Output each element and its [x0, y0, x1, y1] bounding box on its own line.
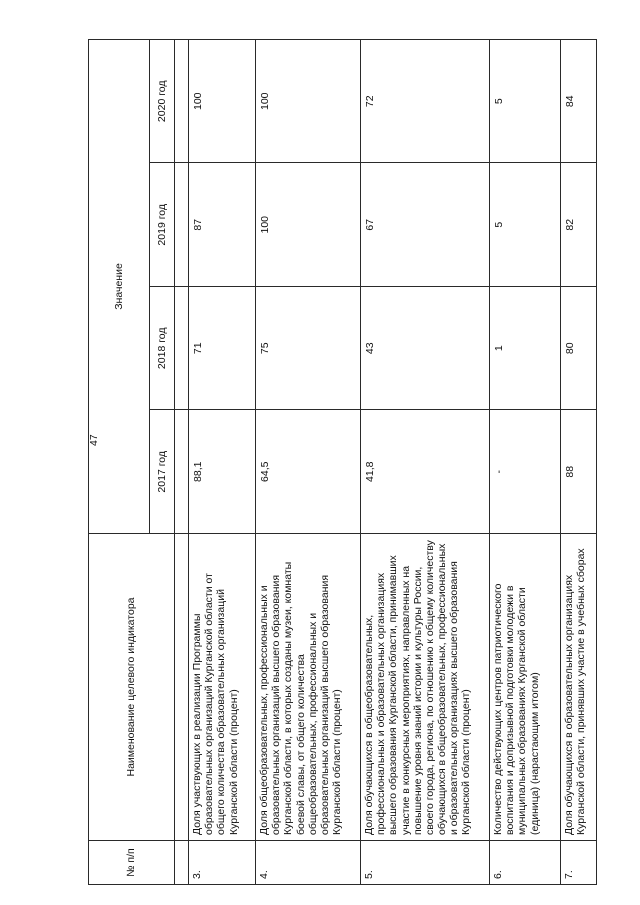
row-number: 4.: [256, 841, 361, 885]
value-2019: 82: [561, 163, 597, 287]
value-2019: 67: [361, 163, 490, 287]
row-number: 3.: [189, 841, 256, 885]
header-indicator-name: Наименование целевого индикатора: [89, 534, 175, 841]
value-2017: -: [490, 410, 561, 534]
spacer-row: [175, 39, 189, 884]
table-row: [490, 39, 561, 884]
table-row: [256, 39, 361, 884]
indicator-name: Доля участвующих в реализации Программы образовательных организаций Курганской области от общего количества образовательных организаций Курганской области (процент): [189, 534, 256, 841]
row-number: 6.: [490, 841, 561, 885]
value-2020: 100: [256, 39, 361, 163]
header-year-2018: 2018 год: [150, 287, 175, 411]
header-value-group: Значение: [89, 39, 150, 533]
header-year-2017: 2017 год: [150, 410, 175, 534]
value-2017: 41,8: [361, 410, 490, 534]
value-2018: 80: [561, 287, 597, 411]
row-number: 5.: [361, 841, 490, 885]
header-year-2020: 2020 год: [150, 39, 175, 163]
value-2020: 5: [490, 39, 561, 163]
indicator-name: Доля общеобразовательных, профессиональных и образовательных организаций высшего образования Курганской области, в которых созданы музеи, комнаты боевой славы, от общего количества общеобразовательных, профессиональных и образовательных организаций высшего образования Курганской области (процент): [256, 534, 361, 841]
target-indicators-table: [88, 39, 597, 885]
row-number: 7.: [561, 841, 597, 885]
header-row-number: № п/п: [89, 841, 175, 885]
rotated-page-content: [88, 40, 628, 885]
value-2017: 88,1: [189, 410, 256, 534]
value-2019: 87: [189, 163, 256, 287]
value-2017: 64,5: [256, 410, 361, 534]
table-row: [189, 39, 256, 884]
table-row: [561, 39, 597, 884]
indicator-name: Доля обучающихся в образовательных организациях Курганской области, принявших участие в учебных сборах: [561, 534, 597, 841]
page-number: 47: [88, 434, 100, 446]
value-2018: 1: [490, 287, 561, 411]
value-2018: 75: [256, 287, 361, 411]
indicator-name: Доля обучающихся в общеобразовательных, профессиональных и образовательных организациях высшего образования Курганской области, принимавших участие в конкурсных мероприятиях, направленных на повышение уровня знаний истории и культуры России, своего города, региона, по отношению к общему количеству обучающихся в общеобразовательных, профессиональных и образовательных организациях высшего образования Курганской области (процент): [361, 534, 490, 841]
value-2019: 100: [256, 163, 361, 287]
value-2020: 84: [561, 39, 597, 163]
value-2018: 71: [189, 287, 256, 411]
value-2017: 88: [561, 410, 597, 534]
value-2019: 5: [490, 163, 561, 287]
value-2018: 43: [361, 287, 490, 411]
header-year-2019: 2019 год: [150, 163, 175, 287]
indicator-name: Количество действующих центров патриотического воспитания и допризывной подготовки молодежи в муниципальных образованиях Курганской области (единица) (нарастающим итогом): [490, 534, 561, 841]
table-row: [361, 39, 490, 884]
value-2020: 100: [189, 39, 256, 163]
value-2020: 72: [361, 39, 490, 163]
